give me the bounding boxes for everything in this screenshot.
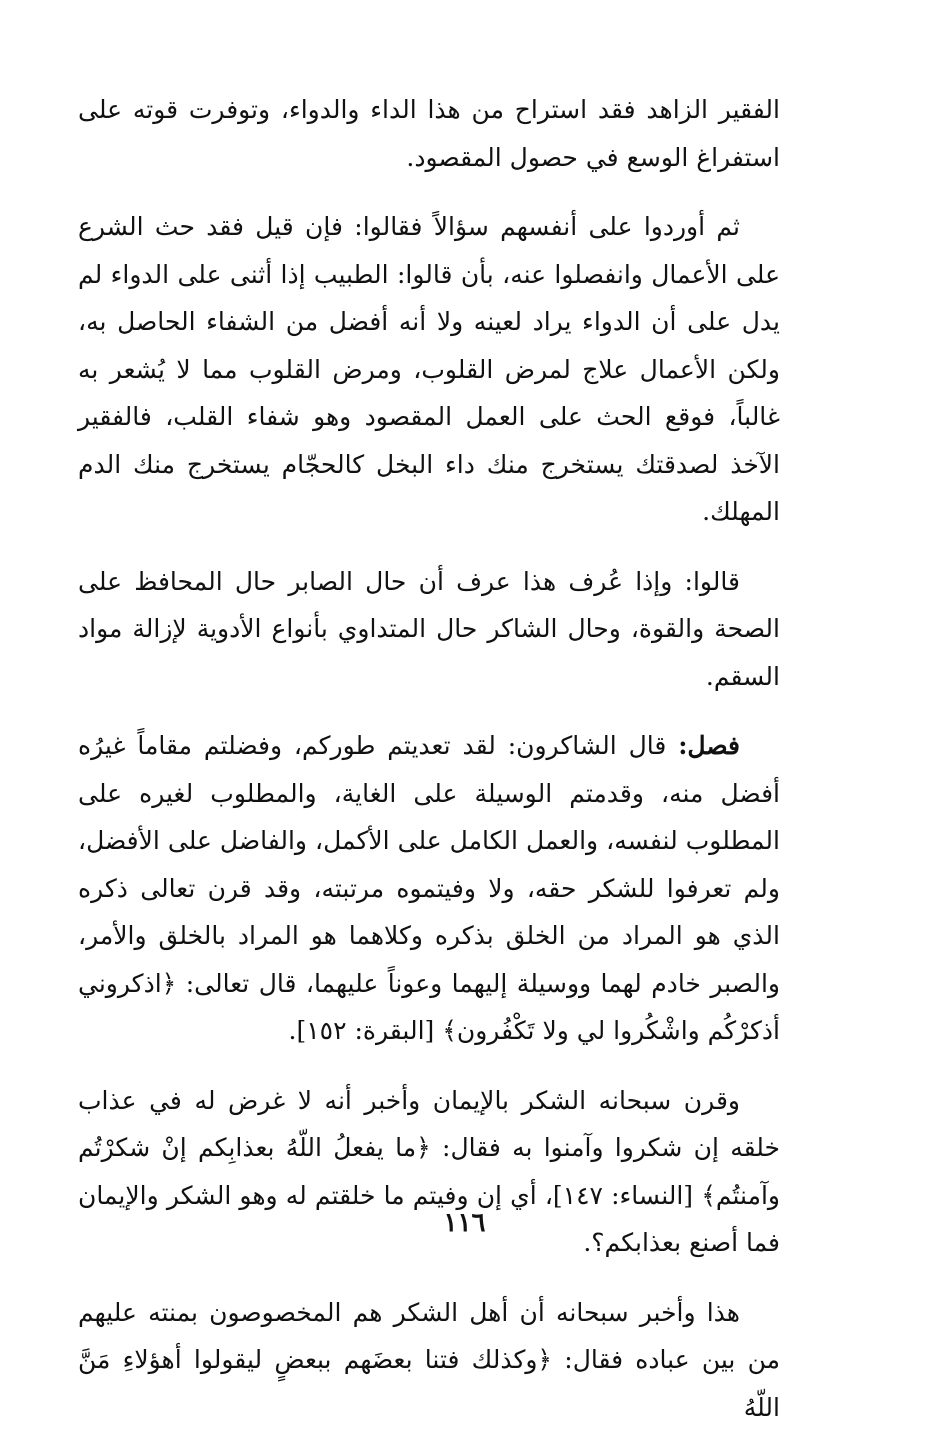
paragraph-2-text: ثم أوردوا على أنفسهم سؤالاً فقالوا: فإن قيل فقد حث الشرع على الأعمال وانفصلوا عنه، بأن قالوا: الطبيب إذا أثنى على الدواء لم يدل على أن الدواء يراد لعينه ولا أنه أفضل من الشفاء الحاصل به، ولكن الأعمال علاج لمرض القلوب، ومرض القلوب مما لا يُشعر به غالباً، فوقع الحث على العمل المقصود وهو شفاء القلب، فالفقير الآخذ لصدقتك يستخرج منك داء البخل كالحجّام يستخرج منك الدم المهلك. bbox=[78, 212, 780, 526]
section-heading: فصل: bbox=[678, 731, 740, 760]
paragraph-5-text: وقرن سبحانه الشكر بالإيمان وأخبر أنه لا غرض له في عذاب خلقه إن شكروا وآمنوا به فقال: ﴿ما يفعلُ اللّهُ بعذابِكم إنْ شكرْتُم وآمنتُم﴾ [النساء: ١٤٧]، أي إن وفيتم ما خلقتم له وهو الشكر والإيمان فما أصنع بعذابكم؟. bbox=[78, 1085, 780, 1257]
paragraph-5 bbox=[78, 1077, 780, 1267]
paragraph-6 bbox=[78, 1289, 780, 1432]
body-text bbox=[78, 86, 780, 1453]
paragraph-4-text: قال الشاكرون: لقد تعديتم طوركم، وفضلتم مقاماً غيرُه أفضل منه، وقدمتم الوسيلة على الغاية، والمطلوب لغيره على المطلوب لنفسه، والعمل الكامل على الأكمل، والفاضل على الأفضل، ولم تعرفوا للشكر حقه، ولا وفيتموه مرتبته، وقد قرن تعالى ذكره الذي هو المراد من الخلق بذكره وكلاهما هو المراد بالخلق والأمر، والصبر خادم لهما ووسيلة إليهما وعوناً عليهما، قال تعالى: ﴿اذكروني أذكرْكُم واشْكُروا لي ولا تَكْفُرون﴾ [البقرة: ١٥٢]. bbox=[78, 731, 780, 1045]
page-number: ١١٦ bbox=[443, 1208, 486, 1238]
paragraph-1 bbox=[78, 86, 780, 181]
paragraph-3 bbox=[78, 558, 780, 701]
paragraph-4 bbox=[78, 722, 780, 1055]
paragraph-1-text: الفقير الزاهد فقد استراح من هذا الداء والدواء، وتوفرت قوته على استفراغ الوسع في حصول المقصود. bbox=[78, 95, 780, 172]
paragraph-2 bbox=[78, 203, 780, 536]
paragraph-6-text: هذا وأخبر سبحانه أن أهل الشكر هم المخصوصون بمنته عليهم من بين عباده فقال: ﴿وكذلك فتنا بعضَهم ببعضٍ ليقولوا أهؤلاءِ مَنَّ اللّهُ bbox=[78, 1297, 780, 1422]
paragraph-3-text: قالوا: وإذا عُرف هذا عرف أن حال الصابر حال المحافظ على الصحة والقوة، وحال الشاكر حال المتداوي بأنواع الأدوية لإزالة مواد السقم. bbox=[78, 566, 780, 691]
